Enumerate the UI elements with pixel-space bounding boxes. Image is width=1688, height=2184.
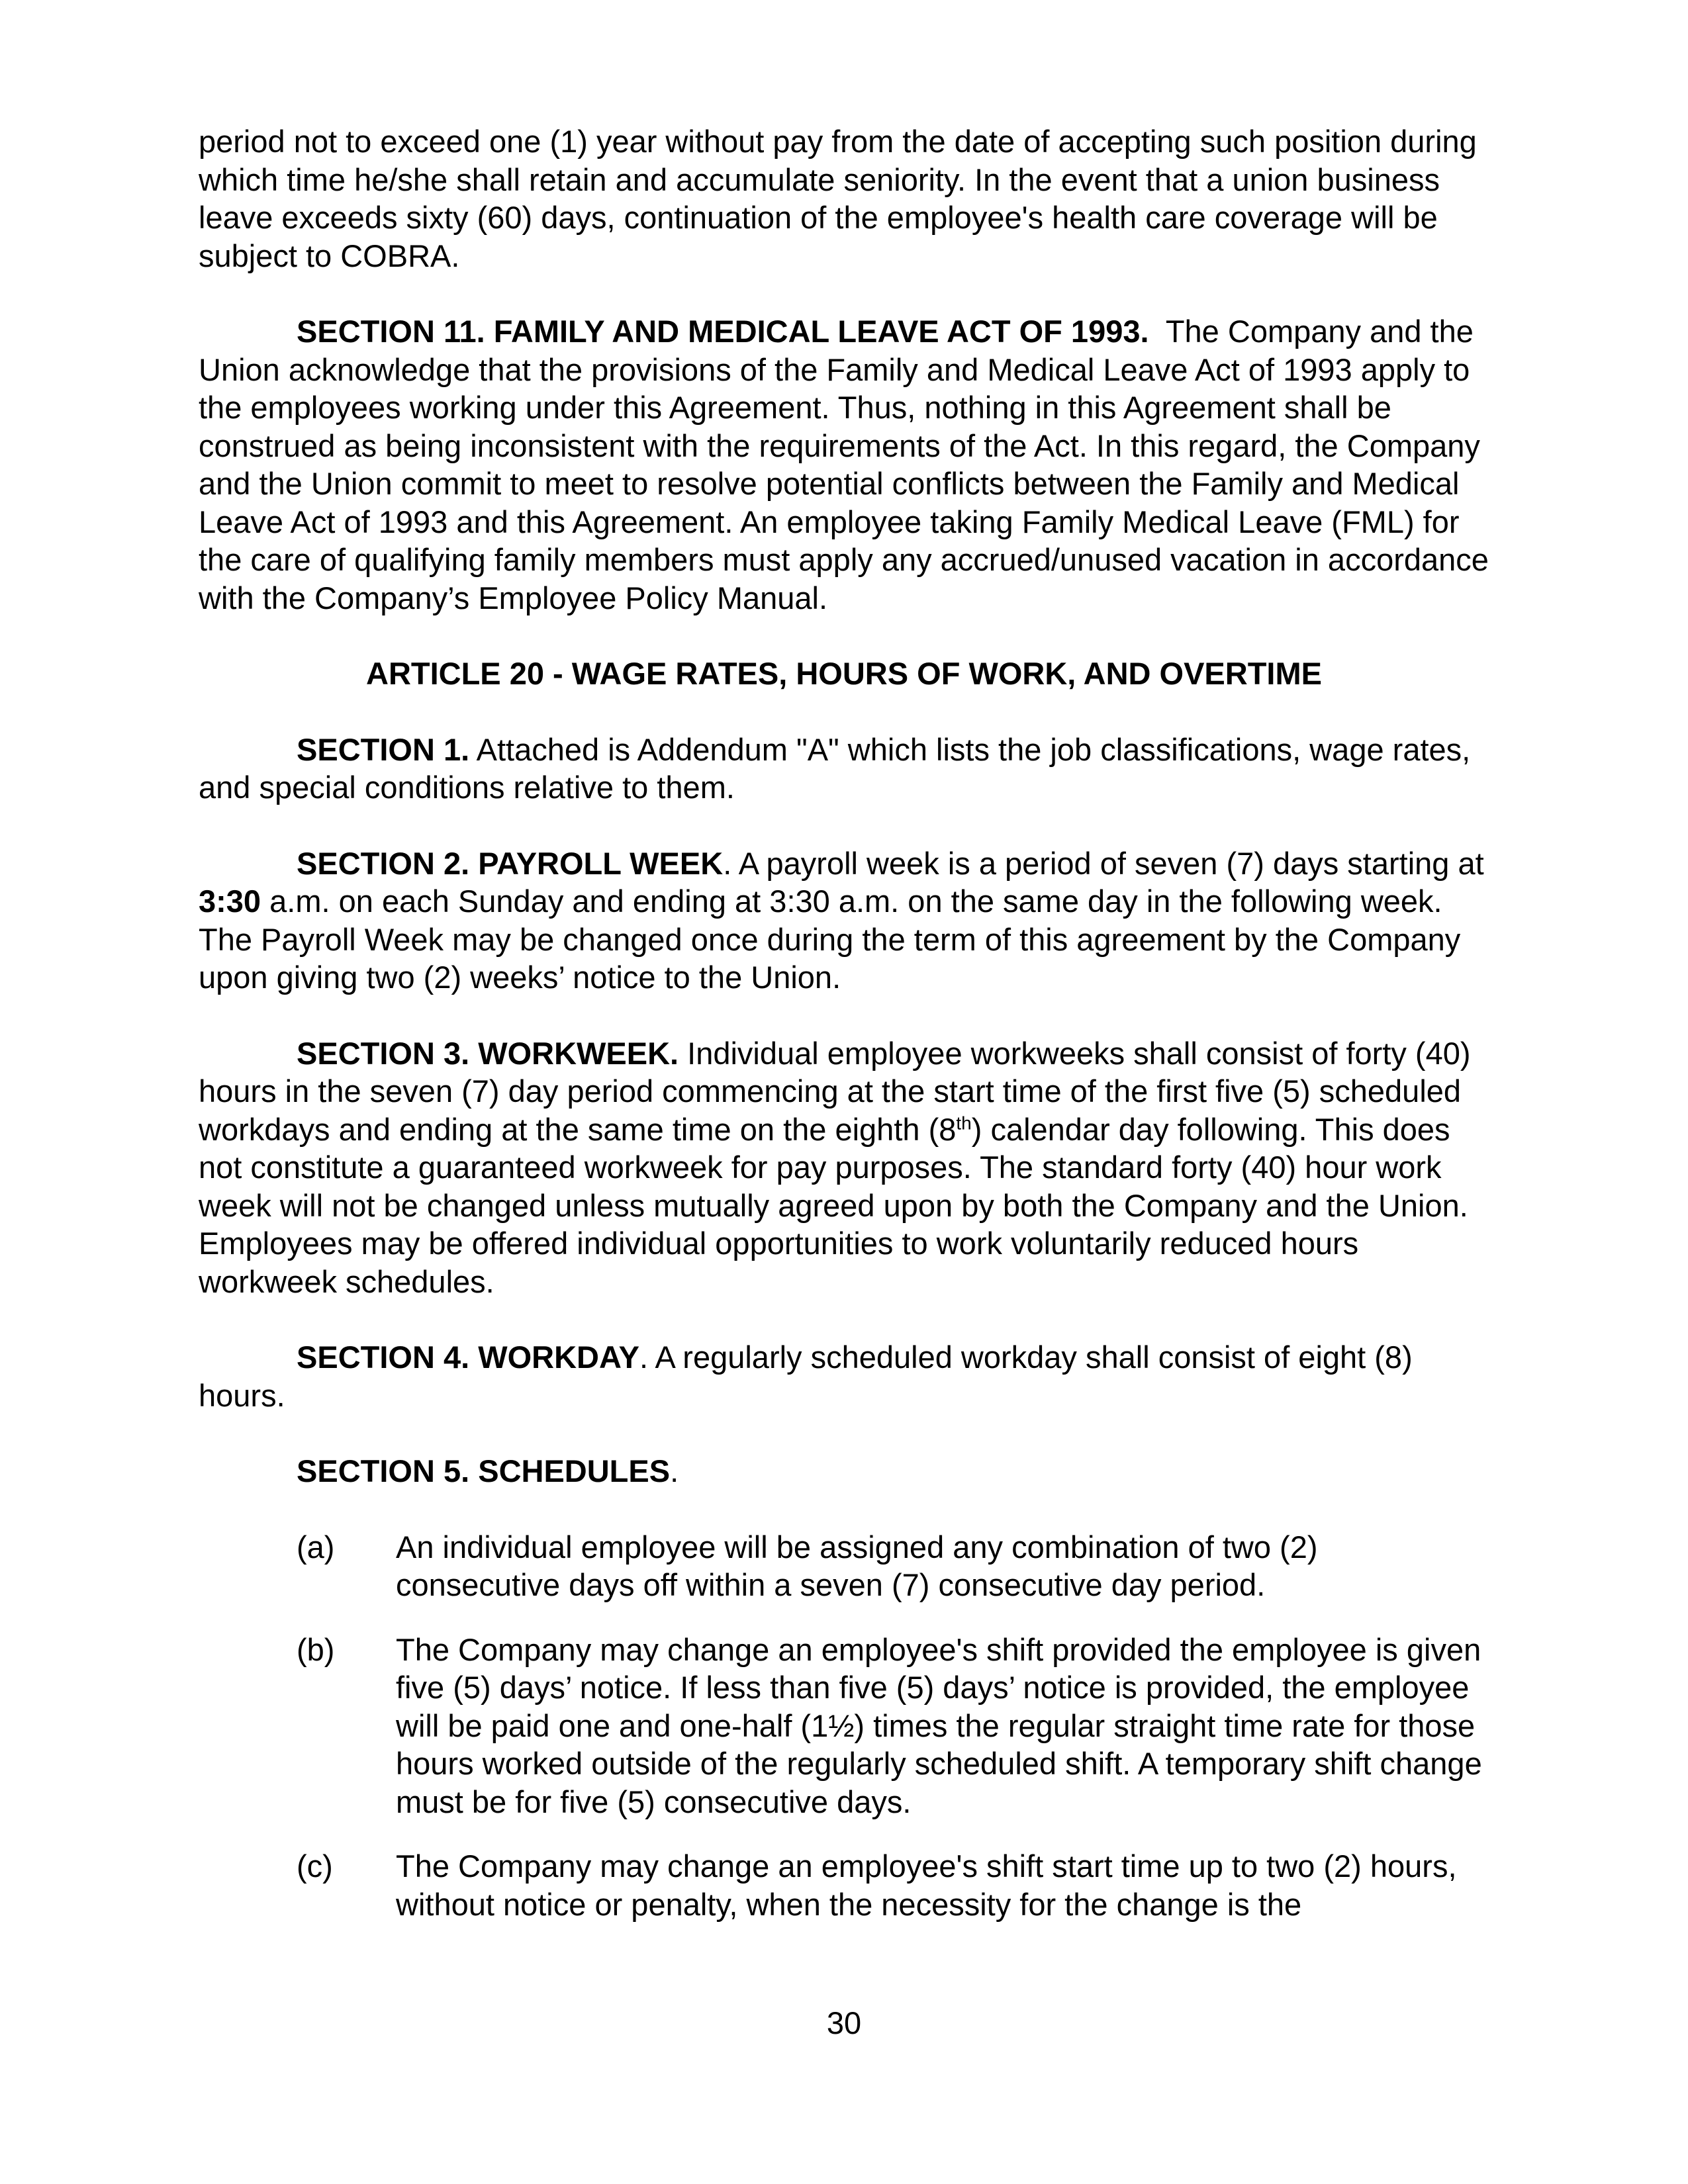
section-1-heading: SECTION 1. xyxy=(297,731,470,767)
section-5-period: . xyxy=(670,1453,679,1488)
section-1-paragraph xyxy=(199,731,1489,807)
section-11-body: The Company and the Union acknowledge that the provisions of the Family and Medical Leave Act of 1993 apply to the employees working under this Agreement. Thus, nothing in this Agreement shall be construed as being inconsistent with the requirements of the Act. In this regard, the Company and the Union commit to meet to resolve potential conflicts between the Family and Medical Leave Act of 1993 and this Agreement. An employee taking Family Medical Leave (FML) for the care of qualifying family members must apply any accrued/unused vacation in accordance with the Company’s Employee Policy Manual. xyxy=(199,314,1489,615)
section-3-body-a: Individual employee workweeks shall consist of forty (40) hours in the seven (7) day period commencing at the start time of the first five (5) scheduled workdays and ending at the same time on the eighth (8 xyxy=(199,1035,1471,1147)
list-item-text: An individual employee will be assigned any combination of two (2) consecutive days off within a seven (7) consecutive day period. xyxy=(396,1529,1318,1602)
section-3-paragraph xyxy=(199,1034,1489,1301)
section-2-paragraph xyxy=(199,844,1489,997)
list-item xyxy=(297,1528,1489,1604)
list-item-label: (a) xyxy=(297,1529,335,1565)
section-3-superscript: th xyxy=(956,1112,972,1133)
section-4-heading: SECTION 4. WORKDAY xyxy=(297,1340,639,1375)
page-number: 30 xyxy=(826,2005,862,2040)
list-item-label: (c) xyxy=(297,1848,333,1884)
section-5-paragraph xyxy=(297,1452,1489,1490)
list-item-label: (b) xyxy=(297,1631,335,1667)
section-1-body: Attached is Addendum "A" which lists the job classifications, wage rates, and special conditions relative to them. xyxy=(199,731,1471,805)
paragraph-intro: period not to exceed one (1) year without pay from the date of accepting such position during which time he/she shall retain and accumulate seniority. In the event that a union business leave exceeds sixty (60) days, continuation of the employee's health care coverage will be subject to COBRA. xyxy=(199,124,1477,273)
section-4-paragraph xyxy=(199,1338,1489,1414)
section-4-body: . A regularly scheduled workday shall consist of eight (8) hours. xyxy=(199,1340,1413,1413)
list-item-text: The Company may change an employee's shift start time up to two (2) hours, without notice or penalty, when the necessity for the change is the xyxy=(396,1848,1457,1922)
article-20-heading: ARTICLE 20 - WAGE RATES, HOURS OF WORK, AND OVERTIME xyxy=(366,656,1322,691)
document-page xyxy=(199,122,1489,1950)
section-2-body-b: a.m. on each Sunday and ending at 3:30 a.m. on the same day in the following week. The Payroll Week may be changed once during the term of this agreement by the Company upon giving two (2) weeks’ notice to the Union. xyxy=(199,884,1461,995)
section-2-body-a: . A payroll week is a period of seven (7) days starting at xyxy=(723,845,1484,881)
section-3-heading: SECTION 3. WORKWEEK. xyxy=(297,1035,679,1071)
list-item xyxy=(297,1847,1489,1923)
section-2-time: 3:30 xyxy=(199,884,261,919)
list-item-text: The Company may change an employee's shift provided the employee is given five (5) days’ notice. If less than five (5) days’ notice is provided, the employee will be paid one and one-half (1½) times the regular straight time rate for those hours worked outside of the regularly scheduled shift. A temporary shift change must be for five (5) consecutive days. xyxy=(396,1631,1482,1819)
list-item xyxy=(297,1631,1489,1821)
section-11-paragraph xyxy=(199,312,1489,617)
section-5-heading: SECTION 5. SCHEDULES xyxy=(297,1453,671,1488)
section-2-heading: SECTION 2. PAYROLL WEEK xyxy=(297,845,724,881)
section-3-body-b: ) calendar day following. This does not constitute a guaranteed workweek for pay purposes. The standard forty (40) hour work week will not be changed unless mutually agreed upon by both the Company and the Union. Employees may be offered individual opportunities to work voluntarily reduced hours workweek schedules. xyxy=(199,1111,1468,1299)
section-11-heading: SECTION 11. FAMILY AND MEDICAL LEAVE ACT OF 1993. xyxy=(297,314,1149,349)
